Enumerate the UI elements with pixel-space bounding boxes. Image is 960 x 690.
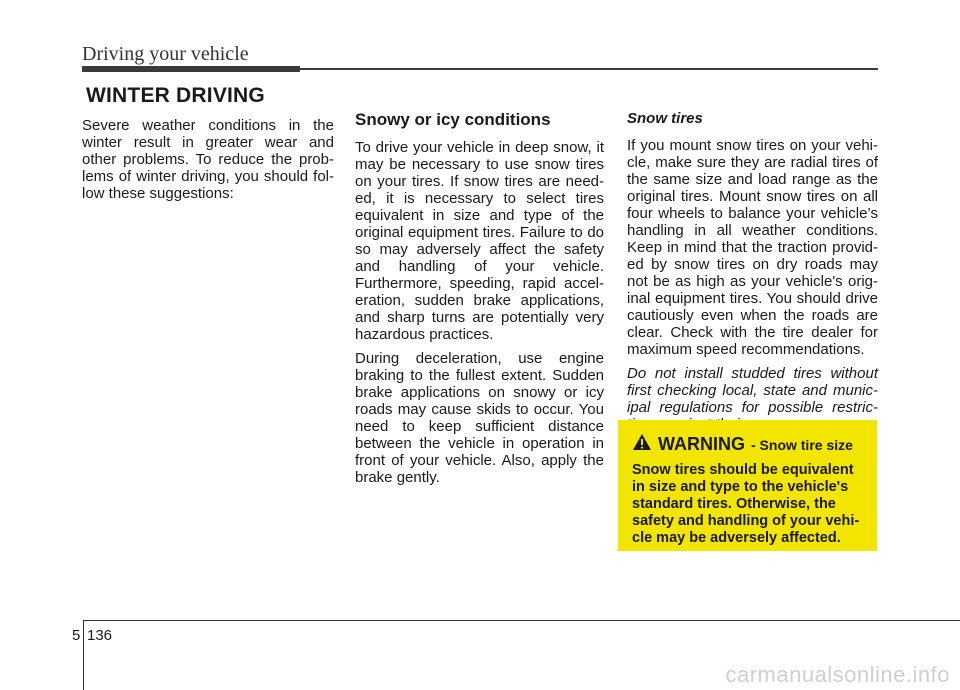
warning-header (632, 433, 867, 456)
warning-box (618, 420, 877, 551)
warning-subtitle: - Snow tire size (751, 436, 853, 453)
footer-rule-horizontal (83, 620, 960, 621)
footer-rule-vertical (83, 620, 84, 690)
page-number: 136 (87, 627, 113, 644)
intro-paragraph: Severe weather conditions in the winter result in greater wear and other problems. To reduce the prob-lems of winter driving, you should fol-low these suggestions: (82, 117, 334, 202)
header-rule-thin (300, 68, 878, 70)
snow-tires-paragraph-2: Do not install studded tires without first checking local, state and munic-ipal regulations for possible restric- (627, 365, 878, 416)
column-3 (627, 110, 878, 440)
watermark: carmanualsonline.info (725, 662, 950, 687)
column-2 (355, 110, 604, 493)
header-rule-thick (82, 66, 300, 72)
warning-body: Snow tires should be equivalent in size and type to the vehicle's standard tires. Otherwise, the safety and handling of your vehi-cle may be adversely affected. (632, 462, 860, 546)
warning-title: WARNING (658, 434, 745, 454)
chapter-number: 5 (72, 627, 81, 644)
snow-tires-heading: Snow tires (627, 110, 703, 127)
snowy-paragraph-1: To drive your vehicle in deep snow, it may be necessary to use snow tires on your tires. If snow tires are need-ed, it is necessary to select tires equivalent in size and type of the original equipment tires. Failure to do so may adversely affect the safety and handling of your vehicle. Furthermore, speeding, rapid accel-eration, sudden brake applications, and sharp turns are potentially very hazardous practices. (355, 139, 604, 343)
column-1 (82, 117, 334, 209)
section-title: Driving your vehicle (82, 43, 249, 65)
snowy-icy-heading: Snowy or icy conditions (355, 110, 551, 129)
warning-triangle-icon (632, 433, 652, 456)
page-heading: WINTER DRIVING (86, 84, 265, 107)
snow-tires-paragraph-1: If you mount snow tires on your vehi-cle, make sure they are radial tires of the same size and load range as the original tires. Mount snow tires on all four wheels to balance your vehicle’s handling in all weather conditions. Keep in mind that the traction provid-ed by snow tires on dry roads may not be as high as your vehicle's orig-inal equipment tires. You should drive cautiously even when the roads are clear. Check with the tire dealer for maximum speed recommendations. (627, 137, 878, 358)
snowy-paragraph-2: During deceleration, use engine braking to the fullest extent. Sudden brake applications on snowy or icy roads may cause skids to occur. You need to keep sufficient distance between the vehicle in operation in front of your vehicle. Also, apply the brake gently. (355, 350, 604, 486)
